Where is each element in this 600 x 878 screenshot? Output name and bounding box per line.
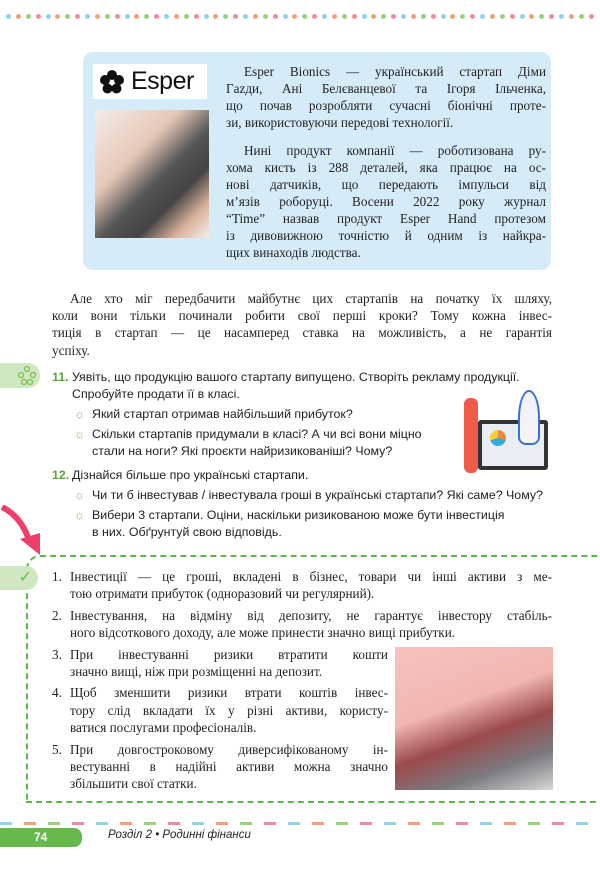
decorative-dot bbox=[342, 14, 347, 19]
text-line: “Time” назвав продукт Esper Hand протезом bbox=[226, 211, 546, 226]
task-number: 11. bbox=[52, 370, 69, 384]
text-line: коли вони тільки починали робити свої перші кроки? Тому кожна інвес- bbox=[52, 308, 552, 324]
checkmark-icon: ✓ bbox=[0, 566, 38, 590]
decorative-dot bbox=[105, 14, 110, 19]
text-line: м’язів роборуці. Восени 2022 року журнал bbox=[226, 194, 546, 209]
decorative-dot bbox=[470, 14, 475, 19]
summary-item bbox=[52, 684, 388, 736]
summary-number: 2. bbox=[52, 607, 62, 623]
bionic-hand-photo bbox=[95, 110, 209, 238]
decorative-dot bbox=[450, 14, 455, 19]
decorative-dot bbox=[283, 14, 288, 19]
decorative-dot bbox=[480, 14, 485, 19]
sun-bullet-icon: ☼ bbox=[74, 508, 85, 522]
decorative-dot bbox=[411, 14, 416, 19]
task-bullet bbox=[74, 406, 452, 423]
startup-illustration bbox=[460, 390, 552, 482]
decorative-dot bbox=[55, 14, 60, 19]
decorative-dot bbox=[381, 14, 386, 19]
summary-line: значно вищі, ніж при розміщенні на депозит. bbox=[70, 664, 323, 680]
bullet-text: стали на ноги? Які проєкти найризикованіші? Чому? bbox=[92, 444, 393, 458]
intro-paragraph bbox=[52, 290, 552, 359]
summary-line: При довгостроковому диверсифікованому ін- bbox=[70, 741, 388, 757]
decorative-dot bbox=[292, 14, 297, 19]
decorative-dot bbox=[332, 14, 337, 19]
decorative-dot bbox=[322, 14, 327, 19]
text-line: Esper Bionics — український стартап Діми bbox=[244, 64, 546, 79]
bullet-text: в них. Обґрунтуй свою відповідь. bbox=[92, 525, 282, 539]
decorative-dot bbox=[421, 14, 426, 19]
summary-item bbox=[52, 646, 388, 681]
decorative-dot bbox=[65, 14, 70, 19]
decorative-dot bbox=[273, 14, 278, 19]
decorative-dot bbox=[371, 14, 376, 19]
decorative-dot bbox=[75, 14, 80, 19]
group-work-tab bbox=[0, 363, 40, 388]
footer-divider bbox=[0, 822, 600, 825]
decorative-dot bbox=[115, 14, 120, 19]
page-number: 74 bbox=[0, 828, 82, 847]
task-bullet bbox=[74, 426, 452, 460]
text-line: зи, використовуючи передові технології. bbox=[226, 115, 454, 130]
decorative-dot bbox=[549, 14, 554, 19]
summary-item bbox=[52, 568, 552, 603]
decorative-dot bbox=[312, 14, 317, 19]
summary-line: Щоб зменшити ризики втрати коштів інвес- bbox=[70, 685, 388, 701]
decorative-dot bbox=[6, 14, 11, 19]
decorative-dot bbox=[184, 14, 189, 19]
text-line: Гazди, Ані Белєванцевої та Ігоря Ільченка, bbox=[226, 81, 546, 96]
task-text: Спробуйте продати її в класі. bbox=[72, 387, 240, 401]
sun-bullet-icon: ☼ bbox=[74, 407, 85, 421]
decorative-dot bbox=[263, 14, 268, 19]
decorative-dot bbox=[441, 14, 446, 19]
decorative-dot bbox=[134, 14, 139, 19]
decorative-dot bbox=[529, 14, 534, 19]
decorative-dots bbox=[0, 14, 600, 22]
decorative-dot bbox=[362, 14, 367, 19]
summary-number: 5. bbox=[52, 741, 62, 757]
arrow-icon bbox=[0, 505, 44, 557]
summary-item bbox=[52, 607, 552, 642]
text-line: щих винаходів людства. bbox=[226, 245, 361, 260]
bullet-text: Який стартап отримав найбільший прибуток? bbox=[92, 407, 353, 421]
decorative-dot bbox=[460, 14, 465, 19]
decorative-dot bbox=[125, 14, 130, 19]
decorative-dot bbox=[174, 14, 179, 19]
decorative-dot bbox=[204, 14, 209, 19]
decorative-dot bbox=[194, 14, 199, 19]
pie-chart-icon bbox=[490, 430, 506, 446]
decorative-dot bbox=[539, 14, 544, 19]
decorative-dot bbox=[144, 14, 149, 19]
decorative-dot bbox=[223, 14, 228, 19]
summary-item bbox=[52, 741, 388, 793]
decorative-dot bbox=[154, 14, 159, 19]
task-text: Уявіть, що продукцію вашого стартапу випущено. Створіть рекламу продукції. bbox=[72, 370, 520, 384]
task-bullet bbox=[74, 507, 552, 541]
summary-line: тою отримати прибуток (одноразовий чи регулярний). bbox=[70, 586, 375, 602]
decorative-dot bbox=[213, 14, 218, 19]
summary-number: 4. bbox=[52, 685, 62, 701]
bullet-text: Чи ти б інвестував / інвестувала гроші в українські стартапи? Які саме? Чому? bbox=[92, 488, 543, 502]
woman-figure bbox=[464, 398, 478, 473]
bullet-text: Скільки стартапів придумали в класі? А чи всі вони міцно bbox=[92, 427, 422, 441]
summary-number: 1. bbox=[52, 569, 62, 584]
esper-logo: Esper bbox=[93, 64, 207, 99]
summary-line: Інвестиції — це гроші, вкладені в бізнес, товари чи інші активи з ме- bbox=[70, 569, 552, 584]
text-line: що почав розробляти сучасні біонічні проте- bbox=[226, 98, 546, 113]
summary-line: збільшити свої статки. bbox=[70, 776, 197, 792]
decorative-dot bbox=[520, 14, 525, 19]
sun-bullet-icon: ☼ bbox=[74, 427, 85, 441]
summary-line: При інвестуванні ризики втратити кошти bbox=[70, 646, 388, 662]
decorative-dot bbox=[253, 14, 258, 19]
decorative-dot bbox=[36, 14, 41, 19]
decorative-dot bbox=[95, 14, 100, 19]
decorative-dot bbox=[233, 14, 238, 19]
rocket bbox=[518, 390, 540, 445]
summary-number: 3. bbox=[52, 646, 62, 662]
decorative-dot bbox=[510, 14, 515, 19]
decorative-dot bbox=[569, 14, 574, 19]
task-text: Дізнайся більше про українські стартапи. bbox=[72, 468, 309, 482]
decorative-dot bbox=[85, 14, 90, 19]
text-line: успіху. bbox=[52, 342, 90, 358]
task-bullet bbox=[74, 487, 552, 504]
decorative-dot bbox=[401, 14, 406, 19]
decorative-dot bbox=[559, 14, 564, 19]
decorative-dot bbox=[302, 14, 307, 19]
decorative-dot bbox=[352, 14, 357, 19]
decorative-dot bbox=[16, 14, 21, 19]
students-photo bbox=[395, 647, 553, 790]
decorative-dot bbox=[431, 14, 436, 19]
decorative-dot bbox=[243, 14, 248, 19]
decorative-dot bbox=[164, 14, 169, 19]
decorative-dot bbox=[589, 14, 594, 19]
decorative-dot bbox=[500, 14, 505, 19]
task-number: 12. bbox=[52, 468, 70, 482]
text-line: із дивовижною точністю й одним із найкра- bbox=[226, 228, 546, 243]
decorative-dot bbox=[46, 14, 51, 19]
text-line: нові датчиків, що передають імпульси від bbox=[226, 177, 546, 192]
flower-icon bbox=[99, 69, 125, 95]
text-line: тиція в стартап — це насамперед ставка на можливість, а не гарантія bbox=[52, 325, 552, 341]
text-line: Нині продукт компанії — роботизована ру- bbox=[244, 143, 546, 158]
summary-line: вестуванні в надійні активи можна значно bbox=[70, 759, 388, 775]
section-title: Розділ 2 • Родинні фінанси bbox=[108, 829, 251, 841]
esper-description bbox=[226, 63, 546, 261]
summary-line: Інвестування, на відміну від депозиту, не гарантує інвестору стабіль- bbox=[70, 607, 552, 623]
decorative-dot bbox=[579, 14, 584, 19]
sun-bullet-icon: ☼ bbox=[74, 488, 85, 502]
bullet-text: Вибери 3 стартапи. Оціни, наскільки ризикованою може бути інвестиція bbox=[92, 508, 505, 522]
summary-line: ного відсоткового доходу, але може принести значно вищі прибутки. bbox=[70, 625, 456, 641]
decorative-dot bbox=[26, 14, 31, 19]
group-icon bbox=[16, 365, 38, 387]
text-line: Але хто міг передбачити майбутнє цих стартапів на початку їх шляху, bbox=[70, 291, 552, 306]
decorative-dot bbox=[490, 14, 495, 19]
summary-line: ватися послугами професіоналів. bbox=[70, 720, 257, 736]
decorative-dot bbox=[391, 14, 396, 19]
text-line: хома кисть із 288 деталей, яка працює на ос- bbox=[226, 160, 546, 175]
summary-line: тору слід вкладати їх у різні активи, користу- bbox=[70, 702, 388, 718]
